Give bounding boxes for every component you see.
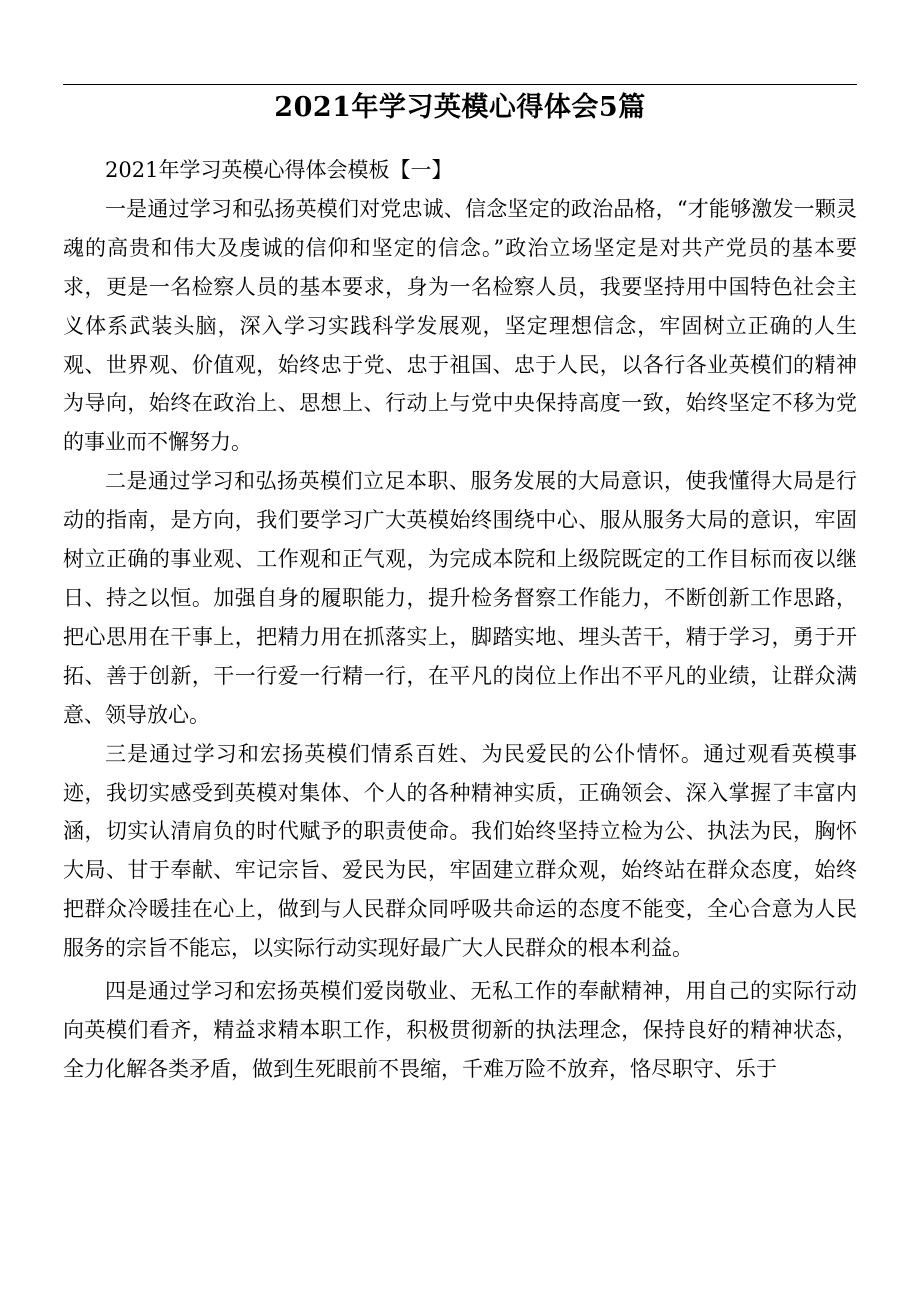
document-body [63,151,857,1089]
paragraph-2: 二是通过学习和弘扬英模们立足本职、服务发展的大局意识，使我懂得大局是行动的指南，是方向，我们要学习广大英模始终围绕中心、服从服务大局的意识，牢固树立正确的事业观、工作观和正气观，为完成本院和上级院既定的工作目标而夜以继日、持之以恒。加强自身的履职能力，提升检务督察工作能力，不断创新工作思路，把心思用在干事上，把精力用在抓落实上，脚踏实地、埋头苦干，精于学习，勇于开拓、善于创新，干一行爱一行精一行，在平凡的岗位上作出不平凡的业绩，让群众满意、领导放心。 [63,469,857,727]
paragraph-4: 四是通过学习和宏扬英模们爱岗敬业、无私工作的奉献精神，用自己的实际行动向英模们看齐，精益求精本职工作，积极贯彻新的执法理念，保持良好的精神状态，全力化解各类矛盾，做到生死眼前不畏缩，千难万险不放弃，恪尽职守、乐于 [63,979,857,1081]
paragraph-1: 一是通过学习和弘扬英模们对党忠诚、信念坚定的政治品格，“才能够激发一颗灵魂的高贵和伟大及虔诚的信仰和坚定的信念。”政治立场坚定是对共产党员的基本要求，更是一名检察人员的基本要求，身为一名检察人员，我要坚持用中国特色社会主义体系武装头脑，深入学习实践科学发展观，坚定理想信念，牢固树立正确的人生观、世界观、价值观，始终忠于党、忠于祖国、忠于人民，以各行各业英模们的精神为导向，始终在政治上、思想上、行动上与党中央保持高度一致，始终坚定不移为党的事业而不懈努力。 [63,196,857,455]
section-subheading: 2021年学习英模心得体会模板【一】 [105,158,453,182]
header-rule [63,84,857,85]
paragraph-3: 三是通过学习和宏扬英模们情系百姓、为民爱民的公仆情怀。通过观看英模事迹，我切实感受到英模对集体、个人的各种精神实质，正确领会、深入掌握了丰富内涵，切实认清肩负的时代赋予的职责使命。我们始终坚持立检为公、执法为民，胸怀大局、甘于奉献、牢记宗旨、爱民为民，牢固建立群众观，始终站在群众态度，始终把群众冷暖挂在心上，做到与人民群众同呼吸共命运的态度不能变，全心合意为人民服务的宗旨不能忘，以实际行动实现好最广大人民群众的根本利益。 [63,741,857,961]
document-title: 2021年学习英模心得体会5篇 [274,92,646,123]
